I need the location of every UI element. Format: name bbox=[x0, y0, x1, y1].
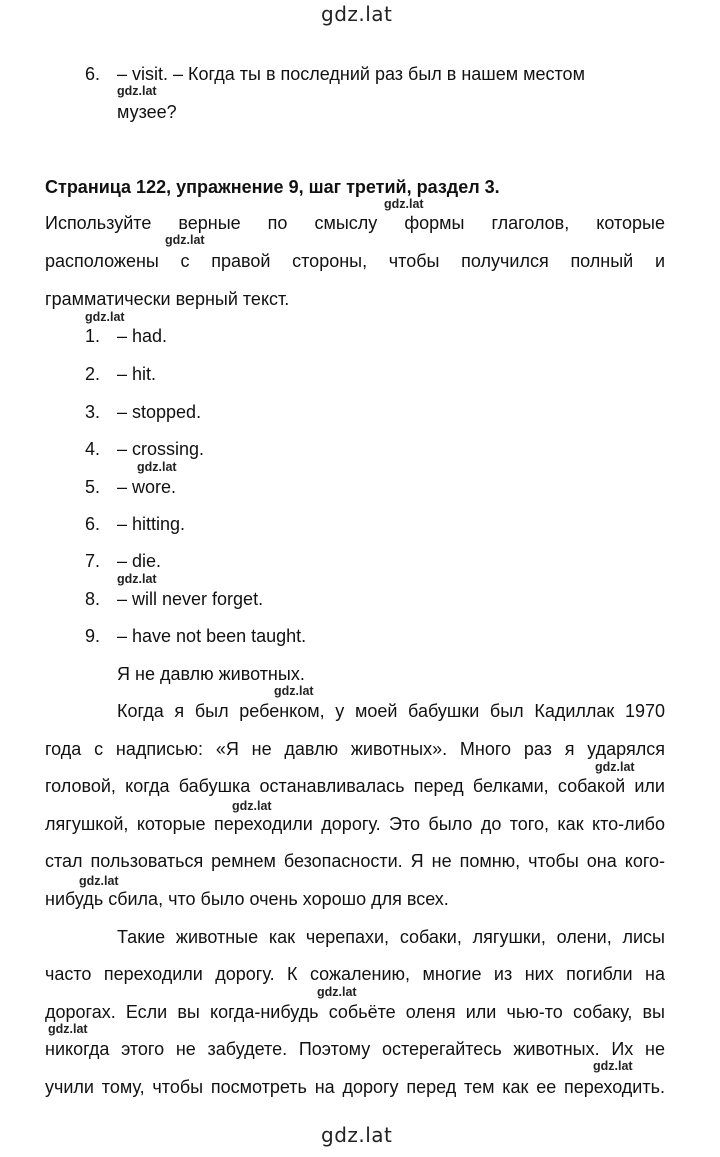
paragraph-line: головой, когда бабушка останавливалась перед белками, собакой или bbox=[45, 776, 665, 796]
watermark: gdz.lat bbox=[317, 985, 357, 999]
answer-text: – have not been taught. bbox=[117, 626, 307, 646]
header-site-name: gdz.lat bbox=[321, 2, 393, 26]
footer-site-name: gdz.lat bbox=[321, 1123, 393, 1147]
watermark: gdz.lat bbox=[48, 1022, 88, 1036]
answer-number: 5. bbox=[85, 477, 101, 497]
watermark: gdz.lat bbox=[137, 460, 177, 474]
answer-number: 1. bbox=[85, 326, 101, 346]
answer-text: – hitting. bbox=[117, 514, 186, 534]
paragraph-line: никогда этого не забудете. Поэтому остерегайтесь животных. Их не bbox=[45, 1039, 665, 1059]
answer-text: – had. bbox=[117, 326, 168, 346]
watermark: gdz.lat bbox=[593, 1059, 633, 1073]
answer-text: – wore. bbox=[117, 477, 177, 497]
instruction-line: расположены с правой стороны, чтобы получился полный и bbox=[45, 251, 665, 271]
paragraph-line: часто переходили дорогу. К сожалению, многие из них погибли на bbox=[45, 964, 665, 984]
answer-number: 2. bbox=[85, 364, 101, 384]
answer-text: – will never forget. bbox=[117, 589, 264, 609]
paragraph-line: нибудь сбила, что было очень хорошо для всех. bbox=[45, 889, 449, 909]
answer-text: – die. bbox=[117, 551, 162, 571]
paragraph-line: стал пользоваться ремнем безопасности. Я не помню, чтобы она кого- bbox=[45, 851, 665, 871]
prev-item-number: 6. bbox=[85, 64, 101, 84]
watermark: gdz.lat bbox=[85, 310, 125, 324]
paragraph-line: года с надписью: «Я не давлю животных». Много раз я ударялся bbox=[45, 739, 665, 759]
answer-number: 4. bbox=[85, 439, 101, 459]
answer-number: 3. bbox=[85, 402, 101, 422]
paragraph-line: лягушкой, которые переходили дорогу. Это было до того, как кто-либо bbox=[45, 814, 665, 834]
paragraph-line: учили тому, чтобы посмотреть на дорогу перед тем как ее переходить. bbox=[45, 1077, 665, 1097]
answer-text: – crossing. bbox=[117, 439, 205, 459]
watermark: gdz.lat bbox=[117, 84, 157, 98]
watermark: gdz.lat bbox=[232, 799, 272, 813]
prev-item-line1: – visit. – Когда ты в последний раз был в нашем местом bbox=[117, 64, 585, 84]
paragraph-line: Такие животные как черепахи, собаки, лягушки, олени, лисы bbox=[117, 927, 665, 947]
watermark: gdz.lat bbox=[117, 572, 157, 586]
answer-text: – stopped. bbox=[117, 402, 202, 422]
answer-number: 6. bbox=[85, 514, 101, 534]
answer-number: 9. bbox=[85, 626, 101, 646]
translation-title: Я не давлю животных. bbox=[117, 664, 305, 684]
paragraph-line: Когда я был ребенком, у моей бабушки был Кадиллак 1970 bbox=[117, 701, 665, 721]
instruction-line: грамматически верный текст. bbox=[45, 289, 290, 309]
watermark: gdz.lat bbox=[79, 874, 119, 888]
watermark: gdz.lat bbox=[384, 197, 424, 211]
answer-text: – hit. bbox=[117, 364, 157, 384]
watermark: gdz.lat bbox=[274, 684, 314, 698]
instruction-line: Используйте верные по смыслу формы глаголов, которые bbox=[45, 213, 665, 233]
watermark: gdz.lat bbox=[165, 233, 205, 247]
prev-item-line2: музее? bbox=[117, 102, 177, 122]
answer-number: 7. bbox=[85, 551, 101, 571]
paragraph-line: дорогах. Если вы когда-нибудь собьёте оленя или чью-то собаку, вы bbox=[45, 1002, 665, 1022]
section-heading: Страница 122, упражнение 9, шаг третий, раздел 3. bbox=[45, 177, 500, 197]
watermark: gdz.lat bbox=[595, 760, 635, 774]
answer-number: 8. bbox=[85, 589, 101, 609]
